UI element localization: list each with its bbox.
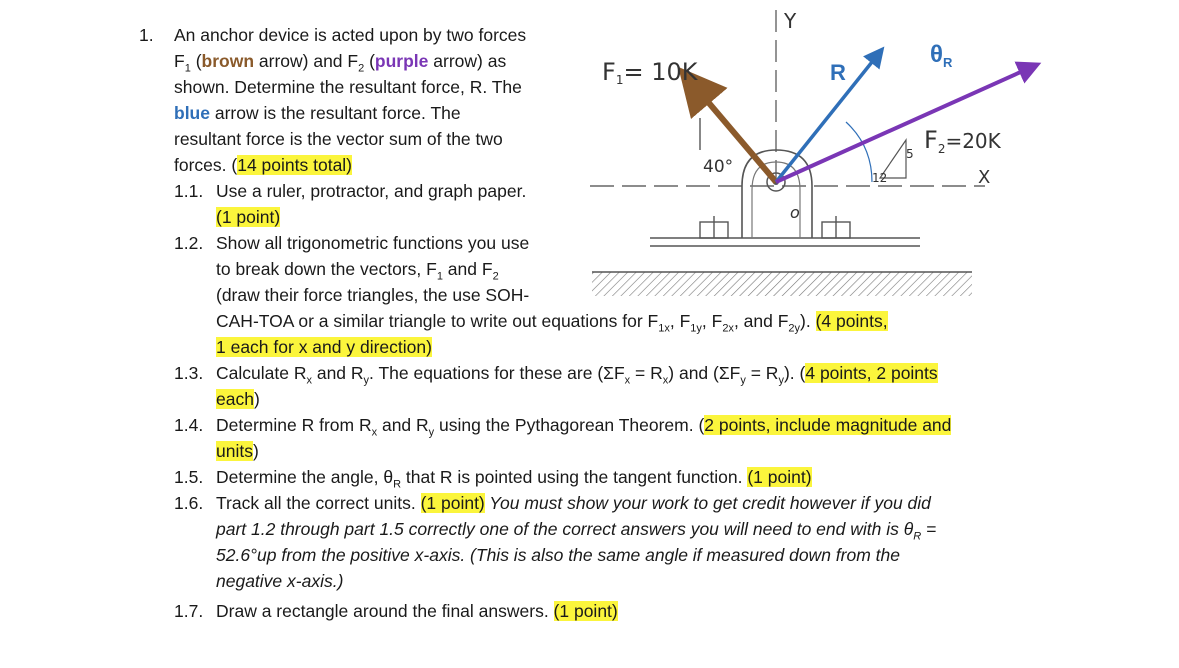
item-1-2-line-1: Show all trigonometric functions you use bbox=[216, 233, 530, 253]
subscript: 1 bbox=[184, 62, 191, 75]
f2-letter: F bbox=[924, 126, 938, 154]
problem-number: 1. bbox=[139, 25, 154, 45]
highlight: 4 points, 2 points bbox=[805, 363, 938, 383]
subscript: y bbox=[778, 374, 784, 387]
item-1-6-line-4: negative x-axis.) bbox=[216, 571, 344, 591]
subscript: y bbox=[740, 374, 746, 387]
subscript: 2y bbox=[788, 322, 801, 335]
highlight: (1 point) bbox=[747, 467, 812, 487]
f1-value: = 10K bbox=[623, 58, 698, 86]
text: Track all the correct units. bbox=[216, 493, 421, 513]
item-1-6-line-3: 52.6°up from the positive x-axis. (This is also the same angle if measured down from the bbox=[216, 545, 900, 565]
text: arrow) and F bbox=[254, 51, 359, 71]
subscript: R bbox=[393, 478, 402, 491]
f1-label bbox=[602, 58, 699, 87]
text: , F bbox=[669, 311, 691, 331]
text: = bbox=[921, 519, 937, 539]
text: ) bbox=[252, 441, 259, 461]
angle-40-label: 40° bbox=[703, 157, 734, 177]
x-axis-label: X bbox=[978, 167, 991, 188]
subscript: y bbox=[363, 374, 370, 387]
text: arrow) as bbox=[428, 51, 507, 71]
resultant-arrow bbox=[776, 52, 880, 182]
text: and F bbox=[442, 259, 493, 279]
highlight: (1 point) bbox=[553, 601, 618, 621]
subscript: 2x bbox=[722, 322, 734, 335]
highlight: (4 points, bbox=[815, 311, 888, 331]
purple-word: purple bbox=[374, 51, 429, 71]
item-1-3-number: 1.3. bbox=[174, 363, 204, 383]
resultant-label: R bbox=[830, 60, 846, 85]
highlight: 1 each for x and y direction) bbox=[216, 337, 432, 357]
item-1-1-line-1: Use a ruler, protractor, and graph paper. bbox=[216, 181, 527, 201]
text: Determine the angle, θ bbox=[216, 467, 394, 487]
ground-hatching bbox=[592, 272, 972, 296]
subscript: 2 bbox=[358, 62, 365, 75]
text: and R bbox=[311, 363, 364, 383]
f1-subscript: 1 bbox=[615, 73, 624, 87]
text: part 1.2 through part 1.5 correctly one of the correct answers you will need to end with is θ bbox=[216, 519, 914, 539]
subscript: x bbox=[662, 374, 669, 387]
text: ( bbox=[364, 51, 375, 71]
theta-subscript: R bbox=[942, 55, 953, 70]
item-1-4-number: 1.4. bbox=[174, 415, 204, 435]
blue-word: blue bbox=[174, 103, 210, 123]
text: F bbox=[174, 51, 185, 71]
text: Calculate R bbox=[216, 363, 307, 383]
slope-5-label: 5 bbox=[906, 147, 914, 161]
text: ) and (ΣF bbox=[668, 363, 741, 383]
subscript: 1 bbox=[436, 270, 443, 283]
text: , and F bbox=[733, 311, 789, 331]
item-1-2-line-3: (draw their force triangles, the use SOH- bbox=[216, 285, 530, 305]
text: CAH-TOA or a similar triangle to write out equations for F bbox=[216, 311, 659, 331]
highlight: 14 points total) bbox=[237, 155, 353, 175]
item-1-5-number: 1.5. bbox=[174, 467, 204, 487]
highlight: (1 point) bbox=[420, 493, 485, 513]
highlight: 2 points, include magnitude and bbox=[704, 415, 952, 435]
subscript: x bbox=[306, 374, 312, 387]
theta-arc bbox=[846, 122, 872, 182]
subscript: x bbox=[624, 374, 631, 387]
text: ). ( bbox=[783, 363, 806, 383]
highlight: (1 point) bbox=[216, 207, 281, 227]
highlight: units bbox=[216, 441, 253, 461]
subscript: x bbox=[371, 426, 378, 439]
text: = R bbox=[630, 363, 663, 383]
f2-arrow bbox=[776, 66, 1034, 182]
text: ) bbox=[253, 389, 260, 409]
item-1-1-number: 1.1. bbox=[174, 181, 204, 201]
text: that R is pointed using the tangent function. bbox=[401, 467, 748, 487]
subscript: 2 bbox=[492, 270, 499, 283]
highlight: each bbox=[216, 389, 254, 409]
item-1-2-number: 1.2. bbox=[174, 233, 204, 253]
theta-r-label bbox=[930, 41, 953, 70]
text: to break down the vectors, F bbox=[216, 259, 437, 279]
subscript: 1y bbox=[690, 322, 702, 335]
brown-word: brown bbox=[201, 51, 255, 71]
f2-subscript: 2 bbox=[937, 142, 946, 156]
intro-line-5: resultant force is the vector sum of the two bbox=[174, 129, 503, 149]
theta-symbol: θ bbox=[930, 41, 943, 68]
text: arrow is the resultant force. The bbox=[209, 103, 461, 123]
item-1-6-number: 1.6. bbox=[174, 493, 204, 513]
intro-line-1: An anchor device is acted upon by two forces bbox=[174, 25, 527, 45]
y-axis-label: Y bbox=[784, 9, 797, 33]
text: ). bbox=[800, 311, 816, 331]
text: forces. ( bbox=[174, 155, 238, 175]
f2-value: =20K bbox=[945, 129, 1001, 153]
subscript: R bbox=[913, 530, 922, 543]
subscript: 1x bbox=[658, 322, 670, 335]
text: ( bbox=[190, 51, 202, 71]
intro-line-3: shown. Determine the resultant force, R. The bbox=[174, 77, 522, 97]
text: using the Pythagorean Theorem. ( bbox=[434, 415, 705, 435]
slope-12-label: 12 bbox=[872, 171, 888, 185]
f1-letter: F bbox=[602, 58, 616, 86]
italic-text: You must show your work to get credit however if you did bbox=[484, 493, 931, 513]
f2-label bbox=[924, 126, 1002, 156]
text: and R bbox=[377, 415, 429, 435]
subscript: y bbox=[428, 426, 435, 439]
bracket-mark: o bbox=[790, 203, 800, 222]
text: Draw a rectangle around the final answers. bbox=[216, 601, 554, 621]
text: Determine R from R bbox=[216, 415, 372, 435]
item-1-7-number: 1.7. bbox=[174, 601, 204, 621]
text: = R bbox=[745, 363, 779, 383]
text: . The equations for these are (ΣF bbox=[369, 363, 625, 383]
text: , F bbox=[701, 311, 723, 331]
